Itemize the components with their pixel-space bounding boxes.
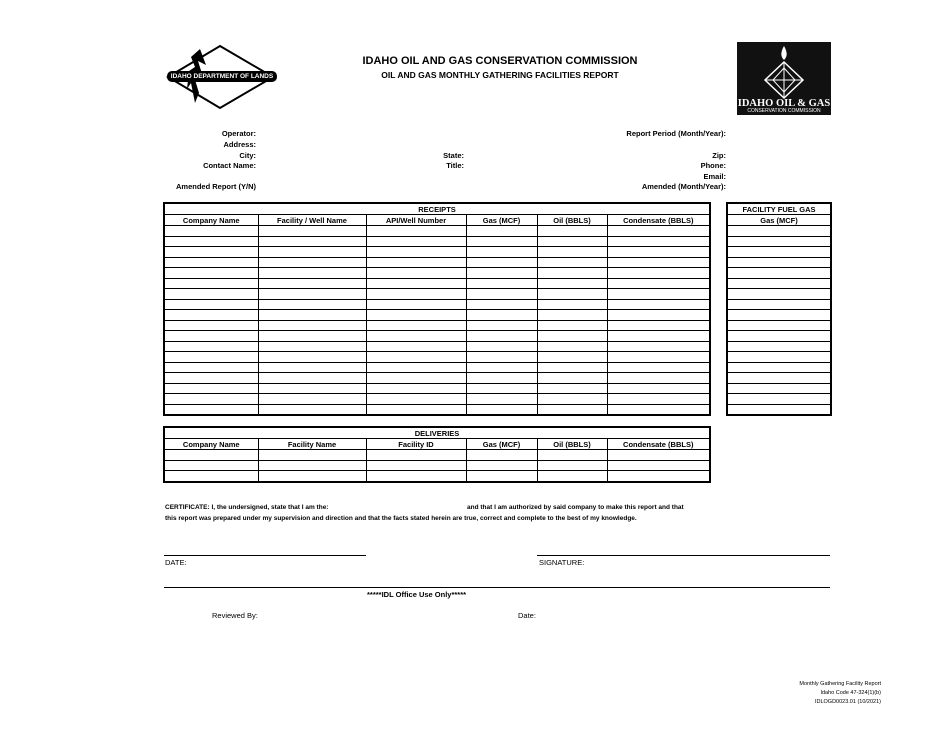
receipts-row: [164, 257, 710, 268]
deliveries-col-condensate: Condensate (BBLS): [607, 439, 710, 450]
receipts-cell[interactable]: [607, 331, 710, 342]
receipts-cell[interactable]: [258, 236, 366, 247]
deliveries-cell[interactable]: [466, 450, 537, 461]
fuel-gas-row: [727, 226, 831, 237]
receipts-cell[interactable]: [466, 373, 537, 384]
page-subtitle: OIL AND GAS MONTHLY GATHERING FACILITIES REPORT: [381, 70, 619, 80]
receipts-cell[interactable]: [537, 383, 607, 394]
receipts-col-api-well-number: API/Well Number: [366, 215, 466, 226]
amended-month-label: Amended (Month/Year):: [641, 182, 726, 191]
receipts-cell[interactable]: [537, 362, 607, 373]
receipts-cell[interactable]: [258, 247, 366, 258]
deliveries-row: [164, 471, 710, 482]
fuel-gas-heading: FACILITY FUEL GAS: [727, 203, 831, 215]
fuel-gas-row: [727, 331, 831, 342]
receipts-cell[interactable]: [366, 310, 466, 321]
fuel-gas-row: [727, 373, 831, 384]
receipts-cell[interactable]: [537, 394, 607, 405]
fuel-gas-cell[interactable]: [727, 362, 831, 373]
receipts-cell[interactable]: [164, 247, 258, 258]
receipts-cell[interactable]: [466, 404, 537, 415]
receipts-cell[interactable]: [607, 362, 710, 373]
receipts-cell[interactable]: [466, 226, 537, 237]
receipts-cell[interactable]: [164, 341, 258, 352]
date-label: DATE:: [165, 558, 187, 567]
deliveries-row: [164, 450, 710, 461]
receipts-cell[interactable]: [366, 373, 466, 384]
receipts-cell[interactable]: [366, 362, 466, 373]
receipts-cell[interactable]: [366, 383, 466, 394]
receipts-row: [164, 362, 710, 373]
fuel-gas-row: [727, 247, 831, 258]
receipts-cell[interactable]: [537, 404, 607, 415]
receipts-cell[interactable]: [607, 257, 710, 268]
fuel-gas-cell[interactable]: [727, 289, 831, 300]
deliveries-cell[interactable]: [258, 471, 366, 482]
receipts-row: [164, 352, 710, 363]
receipts-cell[interactable]: [466, 320, 537, 331]
fuel-gas-row: [727, 310, 831, 321]
receipts-row: [164, 404, 710, 415]
deliveries-cell[interactable]: [607, 471, 710, 482]
receipts-cell[interactable]: [258, 352, 366, 363]
certificate-text-b: and that I am authorized by said company to make this report and that: [467, 504, 684, 511]
receipts-cell[interactable]: [164, 278, 258, 289]
receipts-cell[interactable]: [466, 236, 537, 247]
receipts-cell[interactable]: [466, 299, 537, 310]
deliveries-table: [163, 426, 711, 483]
receipts-cell[interactable]: [537, 373, 607, 384]
fuel-gas-cell[interactable]: [727, 352, 831, 363]
fuel-gas-row: [727, 383, 831, 394]
receipts-cell[interactable]: [258, 383, 366, 394]
deliveries-col-gas: Gas (MCF): [466, 439, 537, 450]
deliveries-cell[interactable]: [366, 460, 466, 471]
email-label: Email:: [703, 172, 726, 181]
receipts-col-gas: Gas (MCF): [466, 215, 537, 226]
receipts-row: [164, 289, 710, 300]
receipts-cell[interactable]: [537, 331, 607, 342]
receipts-cell[interactable]: [164, 226, 258, 237]
deliveries-cell[interactable]: [537, 471, 607, 482]
receipts-cell[interactable]: [366, 268, 466, 279]
receipts-cell[interactable]: [164, 362, 258, 373]
receipts-cell[interactable]: [258, 373, 366, 384]
receipts-row: [164, 331, 710, 342]
deliveries-cell[interactable]: [258, 460, 366, 471]
zip-label: Zip:: [712, 151, 726, 160]
receipts-row: [164, 247, 710, 258]
fuel-gas-row: [727, 394, 831, 405]
receipts-cell[interactable]: [366, 278, 466, 289]
receipts-cell[interactable]: [164, 268, 258, 279]
receipts-cell[interactable]: [607, 236, 710, 247]
receipts-cell[interactable]: [258, 362, 366, 373]
iogcc-logo-line2: CONSERVATION COMMISSION: [747, 108, 821, 114]
receipts-cell[interactable]: [466, 362, 537, 373]
receipts-cell[interactable]: [164, 331, 258, 342]
receipts-row: [164, 320, 710, 331]
receipts-cell[interactable]: [607, 247, 710, 258]
fuel-gas-cell[interactable]: [727, 383, 831, 394]
deliveries-cell[interactable]: [466, 471, 537, 482]
deliveries-cell[interactable]: [164, 471, 258, 482]
receipts-col-company-name: Company Name: [164, 215, 258, 226]
receipts-cell[interactable]: [537, 278, 607, 289]
receipts-cell[interactable]: [164, 352, 258, 363]
fuel-gas-row: [727, 257, 831, 268]
receipts-cell[interactable]: [258, 278, 366, 289]
receipts-heading: RECEIPTS: [164, 203, 710, 215]
receipts-cell[interactable]: [366, 289, 466, 300]
receipts-cell[interactable]: [366, 299, 466, 310]
deliveries-cell[interactable]: [258, 450, 366, 461]
receipts-cell[interactable]: [366, 331, 466, 342]
receipts-cell[interactable]: [607, 383, 710, 394]
receipts-cell[interactable]: [366, 226, 466, 237]
deliveries-cell[interactable]: [607, 450, 710, 461]
fuel-gas-row: [727, 289, 831, 300]
receipts-row: [164, 299, 710, 310]
fuel-gas-row: [727, 320, 831, 331]
fuel-gas-cell[interactable]: [727, 394, 831, 405]
receipts-row: [164, 236, 710, 247]
receipts-cell[interactable]: [366, 352, 466, 363]
receipts-cell[interactable]: [607, 310, 710, 321]
deliveries-cell[interactable]: [366, 450, 466, 461]
receipts-row: [164, 383, 710, 394]
fuel-gas-row: [727, 341, 831, 352]
receipts-cell[interactable]: [537, 236, 607, 247]
deliveries-cell[interactable]: [607, 460, 710, 471]
receipts-cell[interactable]: [258, 394, 366, 405]
iogcc-logo-line1: IDAHO OIL & GAS: [737, 98, 831, 109]
receipts-cell[interactable]: [607, 404, 710, 415]
fuel-gas-cell[interactable]: [727, 310, 831, 321]
receipts-col-facility-well-name: Facility / Well Name: [258, 215, 366, 226]
signature-line: [537, 555, 830, 556]
amended-report-label: Amended Report (Y/N): [175, 182, 256, 191]
deliveries-col-facility-name: Facility Name: [258, 439, 366, 450]
fuel-gas-cell[interactable]: [727, 236, 831, 247]
idl-logo-text: IDAHO DEPARTMENT OF LANDS: [170, 73, 274, 80]
state-label: State:: [443, 151, 464, 160]
receipts-cell[interactable]: [466, 257, 537, 268]
fuel-gas-cell[interactable]: [727, 299, 831, 310]
receipts-cell[interactable]: [164, 257, 258, 268]
receipts-cell[interactable]: [607, 268, 710, 279]
page-title: IDAHO OIL AND GAS CONSERVATION COMMISSION: [362, 55, 638, 67]
fuel-gas-cell[interactable]: [727, 341, 831, 352]
receipts-col-oil: Oil (BBLS): [537, 215, 607, 226]
receipts-cell[interactable]: [466, 268, 537, 279]
receipts-cell[interactable]: [164, 383, 258, 394]
deliveries-col-company-name: Company Name: [164, 439, 258, 450]
receipts-cell[interactable]: [607, 299, 710, 310]
footer-form-number: IDLOGD0023.01 (10/2021): [814, 699, 881, 705]
receipts-row: [164, 226, 710, 237]
receipts-cell[interactable]: [366, 394, 466, 405]
receipts-cell[interactable]: [164, 299, 258, 310]
receipts-cell[interactable]: [607, 226, 710, 237]
fuel-gas-cell[interactable]: [727, 278, 831, 289]
date-line: [164, 555, 366, 556]
fuel-gas-cell[interactable]: [727, 247, 831, 258]
fuel-gas-row: [727, 268, 831, 279]
receipts-cell[interactable]: [607, 352, 710, 363]
fuel-gas-cell[interactable]: [727, 404, 831, 415]
fuel-gas-row: [727, 278, 831, 289]
receipts-cell[interactable]: [607, 341, 710, 352]
fuel-gas-row: [727, 404, 831, 415]
review-date-label: Date:: [518, 611, 536, 620]
office-use-divider: [164, 587, 830, 588]
receipts-cell[interactable]: [466, 247, 537, 258]
receipts-cell[interactable]: [537, 289, 607, 300]
receipts-cell[interactable]: [466, 341, 537, 352]
receipts-cell[interactable]: [366, 236, 466, 247]
receipts-cell[interactable]: [366, 247, 466, 258]
receipts-cell[interactable]: [537, 320, 607, 331]
iogcc-logo: [737, 42, 831, 115]
receipts-cell[interactable]: [607, 320, 710, 331]
receipts-cell[interactable]: [607, 289, 710, 300]
fuel-gas-cell[interactable]: [727, 373, 831, 384]
receipts-cell[interactable]: [466, 383, 537, 394]
deliveries-row: [164, 460, 710, 471]
receipts-row: [164, 341, 710, 352]
receipts-cell[interactable]: [537, 352, 607, 363]
facility-fuel-gas-table: [726, 202, 832, 416]
fuel-gas-row: [727, 362, 831, 373]
receipts-row: [164, 268, 710, 279]
reviewed-by-label: Reviewed By:: [212, 611, 258, 620]
fuel-gas-col-gas: Gas (MCF): [727, 215, 831, 226]
certificate-text-a: CERTIFICATE: I, the undersigned, state that I am the:: [165, 504, 329, 511]
receipts-cell[interactable]: [366, 341, 466, 352]
receipts-cell[interactable]: [607, 394, 710, 405]
idl-logo: [165, 43, 280, 111]
receipts-cell[interactable]: [258, 226, 366, 237]
receipts-cell[interactable]: [164, 373, 258, 384]
deliveries-cell[interactable]: [537, 460, 607, 471]
receipts-row: [164, 373, 710, 384]
receipts-row: [164, 310, 710, 321]
receipts-cell[interactable]: [366, 320, 466, 331]
city-label: City:: [239, 151, 256, 160]
receipts-cell[interactable]: [164, 320, 258, 331]
receipts-cell[interactable]: [258, 310, 366, 321]
certificate-text-c: this report was prepared under my supervision and direction and that the facts stated herein are true, correct and complete to the best of my knowledge.: [165, 515, 637, 522]
receipts-cell[interactable]: [537, 268, 607, 279]
receipts-cell[interactable]: [366, 404, 466, 415]
receipts-cell[interactable]: [258, 320, 366, 331]
receipts-cell[interactable]: [466, 289, 537, 300]
receipts-cell[interactable]: [466, 278, 537, 289]
title-label: Title:: [446, 161, 464, 170]
deliveries-cell[interactable]: [164, 450, 258, 461]
contact-name-label: Contact Name:: [203, 161, 256, 170]
signature-label: SIGNATURE:: [539, 558, 585, 567]
receipts-row: [164, 278, 710, 289]
receipts-cell[interactable]: [258, 331, 366, 342]
receipts-cell[interactable]: [537, 299, 607, 310]
receipts-cell[interactable]: [466, 310, 537, 321]
fuel-gas-cell[interactable]: [727, 331, 831, 342]
fuel-gas-row: [727, 299, 831, 310]
receipts-row: [164, 394, 710, 405]
phone-label: Phone:: [700, 161, 726, 170]
receipts-cell[interactable]: [258, 257, 366, 268]
receipts-cell[interactable]: [164, 404, 258, 415]
deliveries-cell[interactable]: [164, 460, 258, 471]
receipts-cell[interactable]: [607, 373, 710, 384]
receipts-cell[interactable]: [164, 394, 258, 405]
receipts-cell[interactable]: [607, 278, 710, 289]
fuel-gas-cell[interactable]: [727, 257, 831, 268]
fuel-gas-row: [727, 236, 831, 247]
receipts-cell[interactable]: [466, 394, 537, 405]
receipts-cell[interactable]: [466, 331, 537, 342]
receipts-table: [163, 202, 711, 416]
receipts-cell[interactable]: [537, 310, 607, 321]
receipts-cell[interactable]: [164, 289, 258, 300]
office-use-label: *****IDL Office Use Only*****: [367, 590, 467, 599]
receipts-cell[interactable]: [258, 404, 366, 415]
fuel-gas-cell[interactable]: [727, 320, 831, 331]
receipts-cell[interactable]: [164, 236, 258, 247]
receipts-cell[interactable]: [164, 310, 258, 321]
fuel-gas-cell[interactable]: [727, 268, 831, 279]
deliveries-col-facility-id: Facility ID: [366, 439, 466, 450]
receipts-cell[interactable]: [537, 226, 607, 237]
operator-label: Operator:: [221, 129, 256, 138]
fuel-gas-cell[interactable]: [727, 226, 831, 237]
receipts-cell[interactable]: [466, 352, 537, 363]
deliveries-col-oil: Oil (BBLS): [537, 439, 607, 450]
deliveries-cell[interactable]: [537, 450, 607, 461]
receipts-col-condensate: Condensate (BBLS): [607, 215, 710, 226]
footer-idaho-code: Idaho Code 47-324(1)(b): [820, 690, 881, 696]
receipts-cell[interactable]: [258, 289, 366, 300]
receipts-cell[interactable]: [537, 341, 607, 352]
deliveries-heading: DELIVERIES: [164, 427, 710, 439]
receipts-cell[interactable]: [258, 268, 366, 279]
report-period-label: Report Period (Month/Year):: [626, 129, 726, 138]
receipts-cell[interactable]: [366, 257, 466, 268]
receipts-cell[interactable]: [537, 247, 607, 258]
receipts-cell[interactable]: [537, 257, 607, 268]
receipts-cell[interactable]: [258, 341, 366, 352]
fuel-gas-row: [727, 352, 831, 363]
deliveries-cell[interactable]: [366, 471, 466, 482]
address-label: Address:: [223, 140, 256, 149]
footer-form-name: Monthly Gathering Facility Report: [799, 681, 881, 687]
deliveries-cell[interactable]: [466, 460, 537, 471]
receipts-cell[interactable]: [258, 299, 366, 310]
